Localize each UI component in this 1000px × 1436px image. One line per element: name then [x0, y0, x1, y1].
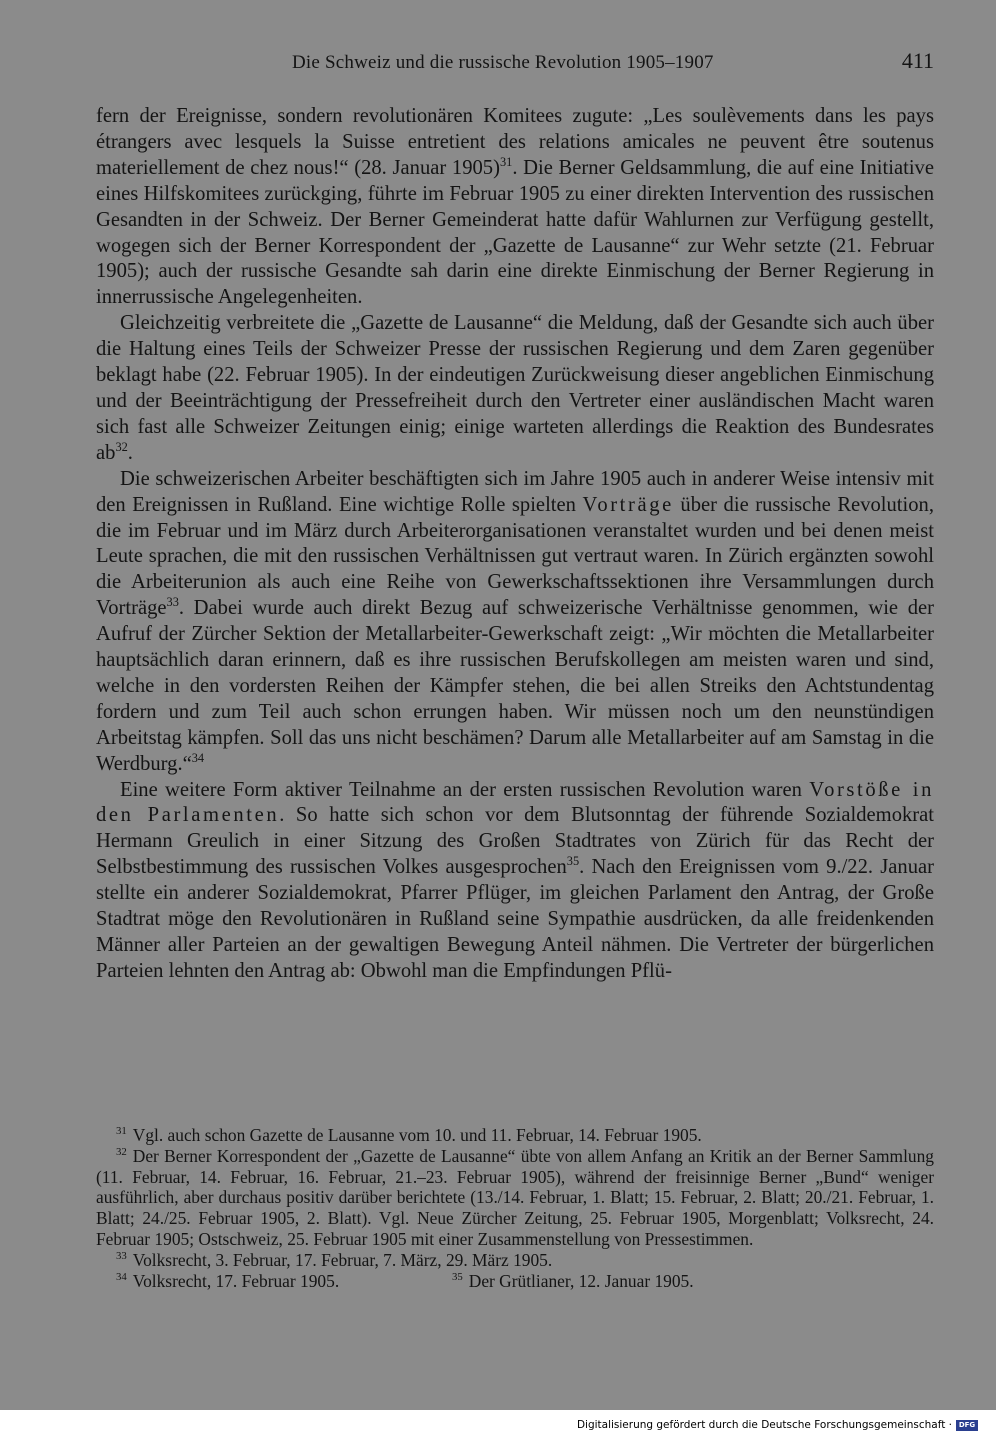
page-number: 411: [901, 48, 934, 73]
paragraph-text: fern der Ereignisse, sondern revolutionären Komitees zugute: „Les soulèvements dans les pays étrangers avec lesquels la Suisse entretient des relations amicales ne peuvent être soutenus materiellement de chez nous!“ (28. Januar 1905): [96, 105, 934, 179]
paragraph: [96, 467, 934, 778]
footnote-number: 34: [116, 1270, 127, 1283]
digitization-credit: [577, 1419, 978, 1431]
footnote-number: 31: [116, 1125, 127, 1138]
body-text: [96, 104, 934, 985]
footnote-34: [96, 1271, 452, 1292]
paragraph-text: .: [127, 441, 133, 464]
footnote-reference: 33: [166, 595, 179, 610]
paragraph: [96, 311, 934, 466]
credit-text: Digitalisierung gefördert durch die Deutsche Forschungsgemeinschaft ·: [576, 1419, 952, 1431]
footnote-text: Vgl. auch schon Gazette de Lausanne vom 10. und 11. Februar, 14. Februar 1905.: [132, 1125, 702, 1145]
paragraph-text: . Die Berner Geldsammlung, die auf eine Initiative eines Hilfskomitees zurückging, führte im Februar 1905 zu einer direkten Intervention des russischen Gesandten in der Schweiz. Der Berner Gemeinderat hatte dafür Wahlurnen zur Verfügung gestellt, wogegen sich der Berner Korrespondent der „Gazette de Lausanne“ zur Wehr setzte (21. Februar 1905); auch der russische Gesandte sah darin eine direkte Einmischung der Berner Regierung in innerrussische Angelegenheiten.: [96, 156, 934, 309]
footnote-reference: 34: [191, 750, 205, 765]
paragraph: [96, 104, 934, 311]
footnote-35: [452, 1271, 694, 1292]
footnote-text: Der Grütlianer, 12. Januar 1905.: [468, 1270, 694, 1291]
footnote-reference: 32: [115, 439, 128, 454]
paragraph-text: Eine weitere Form aktiver Teilnahme an der ersten russischen Revolution waren: [120, 778, 810, 801]
dfg-logo-icon: DFG: [956, 1420, 978, 1431]
footnote-row: [96, 1271, 934, 1292]
footnote-reference: 31: [499, 154, 513, 169]
footnote-33: [96, 1250, 934, 1271]
paragraph-text: Die schweizerischen Arbeiter beschäftigten sich im Jahre 1905 auch in anderer Weise intensiv mit den Ereignissen in Rußland. Eine wichtige Rolle spielten: [96, 467, 934, 516]
emphasized-text: Vorstöße in den Parlamenten: [96, 778, 935, 827]
footnote-31: [96, 1125, 934, 1146]
footnote-text: Volksrecht, 17. Februar 1905.: [132, 1270, 340, 1291]
paragraph-text: über die russische Revolution, die im Februar und im März durch Arbeiterorganisationen veranstaltet wurden und bei denen meist Leute sprachen, die mit den russischen Verhältnissen gut vertraut waren. In Zürich ergänzten sowohl die Arbeiterunion als auch eine Reihe von Gewerkschaftssektionen ihre Versammlungen durch Vorträge: [96, 493, 934, 620]
footnote-text: Der Berner Korrespondent der „Gazette de Lausanne“ übte von allem Anfang an Kritik an der Berner Sammlung (11. Februar, 14. Februar, 16. Februar, 21.–23. Februar 1905), während der freisinnige Berner „Bund“ weniger ausführlich, aber durchaus positiv darüber berichtete (13./14. Februar, 1. Blatt; 15. Februar, 2. Blatt; 20./21. Februar, 1. Blatt; 24./25. Februar 1905, 2. Blatt). Vgl. Neue Zürcher Zeitung, 25. Februar 1905, Morgenblatt; Volksrecht, 24. Februar 1905; Ostschweiz, 25. Februar 1905 mit einer Zusammenstellung von Pressestimmen.: [96, 1145, 934, 1249]
paragraph-text: . Dabei wurde auch direkt Bezug auf schweizerische Verhältnisse genommen, wie der Aufruf der Zürcher Sektion der Metallarbeiter-Gewerkschaft zeigt: „Wir möchten die Metallarbeiter hauptsächlich daran erinnern, daß es ihre russischen Berufskollegen am meisten waren und sind, welche in den vordersten Reihen der Kämpfer stehen, die bei allen Streiks den Achtstundentag fordern und zum Teil auch schon errungen haben. Wir müssen noch um den neunstündigen Arbeitstag kämpfen. Soll das uns nicht beschämen? Darum alle Metallarbeiter auf am Samstag in die Werdburg.“: [96, 597, 934, 775]
footnote-reference: 35: [566, 854, 580, 869]
footnote-number: 33: [116, 1249, 127, 1262]
footnotes: [96, 1125, 934, 1291]
page-header: [96, 46, 934, 80]
footnote-number: 32: [116, 1146, 127, 1158]
footnote-text: Volksrecht, 3. Februar, 17. Februar, 7. März, 29. März 1905.: [132, 1249, 553, 1270]
footnote-number: 35: [452, 1270, 463, 1283]
running-title: Die Schweiz und die russische Revolution 1905–1907: [292, 52, 714, 73]
paragraph-text: . So hatte sich schon vor dem Blutsonntag der führende Sozialdemokrat Hermann Greulich in einer Sitzung des Großen Stadtrates von Zürich für das Recht der Selbstbestimmung des russischen Volkes ausgesprochen: [96, 804, 935, 879]
paragraph-text: . Nach den Ereignissen vom 9./22. Januar stellte ein anderer Sozialdemokrat, Pfarrer Pflüger, im gleichen Parlament den Antrag, der Große Stadtrat möge den Revolutionären in Rußland seine Sympathie ausdrücken, da alle freidenkenden Männer aller Parteien an der gewaltigen Bewegung Anteil nähmen. Die Vertreter der bürgerlichen Parteien lehnten den Antrag ab: Obwohl man die Empfindungen Pflü-: [96, 856, 934, 982]
paragraph-text: Gleichzeitig verbreitete die „Gazette de Lausanne“ die Meldung, daß der Gesandte sich auch über die Haltung eines Teils der Schweizer Presse der russischen Regierung und dem Zaren gegenüber beklagt habe (22. Februar 1905). In der eindeutigen Zurückweisung dieser angeblichen Einmischung und der Beeinträchtigung der Pressefreiheit durch den Vertreter einer ausländischen Macht waren sich fast alle Schweizer Zeitungen einig; einige warteten allerdings die Reaktion des Bundesrates ab: [96, 312, 934, 464]
footnote-32: [96, 1146, 934, 1250]
emphasized-text: Vorträge: [582, 493, 674, 516]
paragraph: [96, 778, 934, 985]
